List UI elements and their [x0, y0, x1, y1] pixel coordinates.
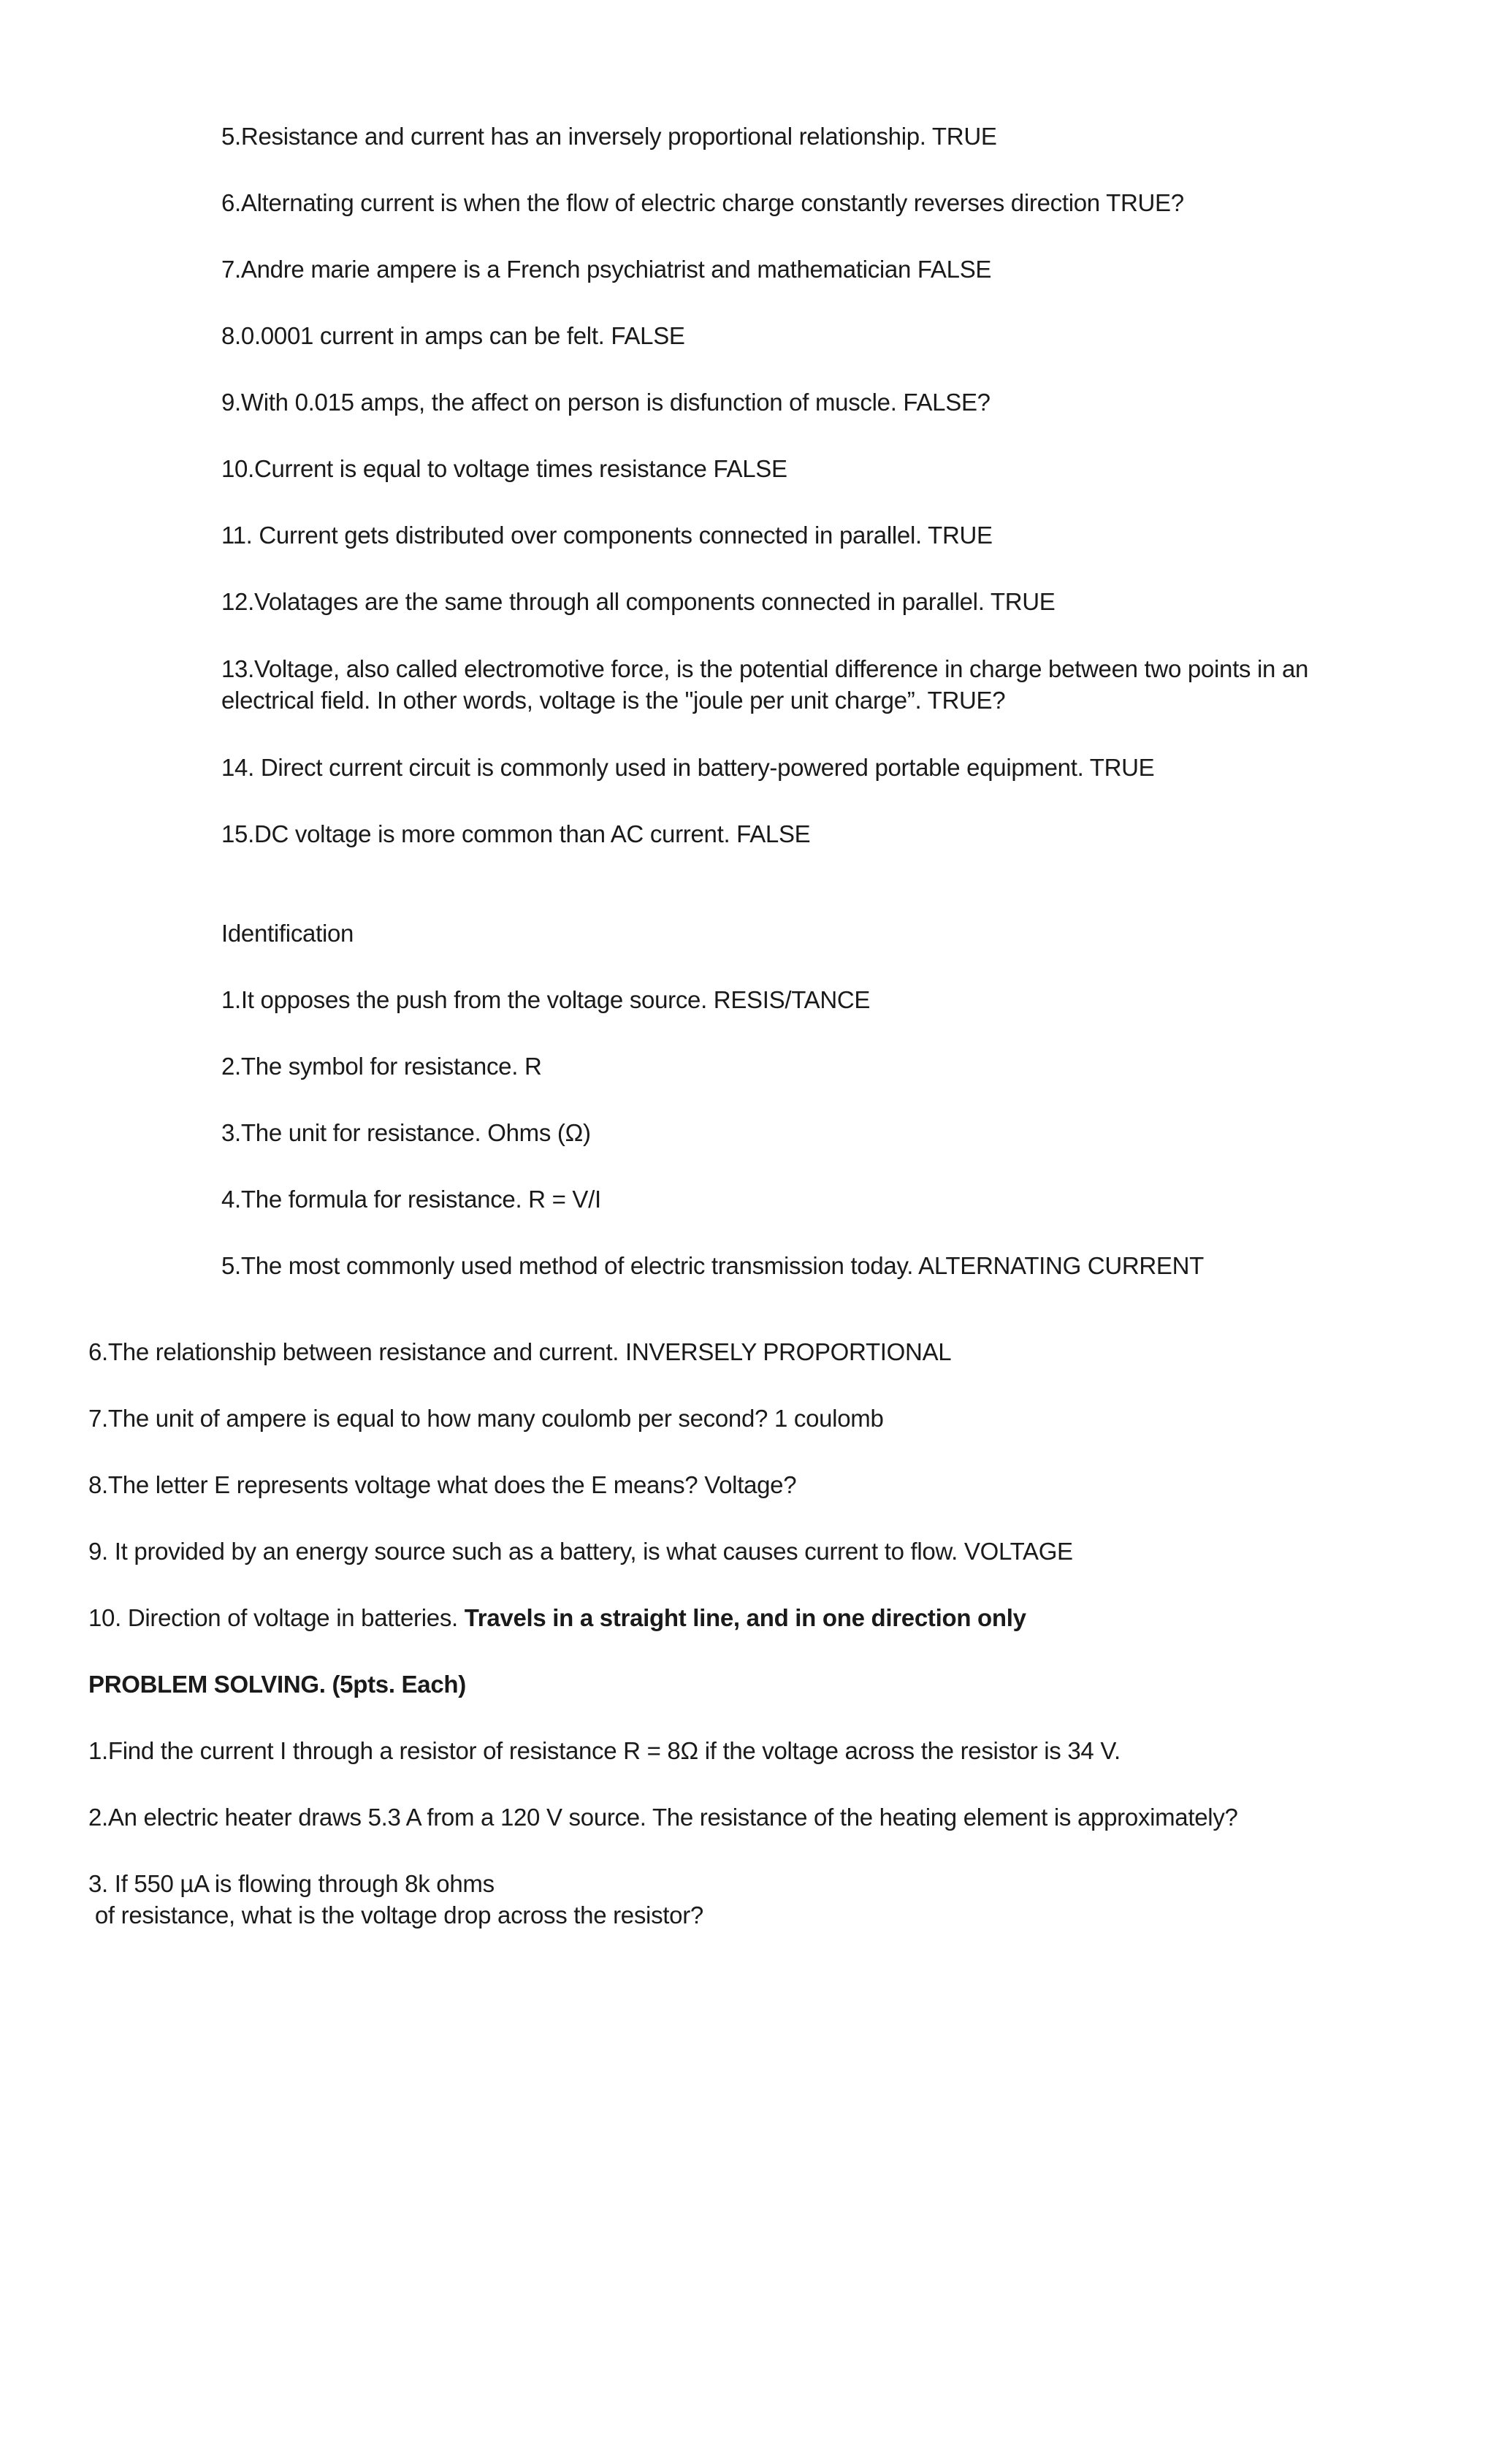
tf-item-5: 5.Resistance and current has an inversely proportional relationship. TRUE	[221, 123, 997, 150]
problem-item-3-line-2: of resistance, what is the voltage drop across the resistor?	[88, 1902, 703, 1929]
id-item-6: 6.The relationship between resistance and current. INVERSELY PROPORTIONAL	[88, 1338, 952, 1365]
problem-solving-heading: PROBLEM SOLVING. (5pts. Each)	[88, 1671, 466, 1698]
id-item-10-answer: Travels in a straight line, and in one direction only	[464, 1604, 1026, 1631]
id-item-9: 9. It provided by an energy source such as a battery, is what causes current to flow. VOLTAGE	[88, 1538, 1073, 1565]
id-item-5: 5.The most commonly used method of electric transmission today. ALTERNATING CURRENT	[221, 1252, 1205, 1279]
problem-item-1: 1.Find the current I through a resistor of resistance R = 8Ω if the voltage across the resistor is 34 V.	[88, 1737, 1121, 1764]
id-item-8: 8.The letter E represents voltage what does the E means? Voltage?	[88, 1471, 797, 1498]
id-item-4: 4.The formula for resistance. R = V/I	[221, 1186, 601, 1213]
id-item-7: 7.The unit of ampere is equal to how many coulomb per second? 1 coulomb	[88, 1405, 884, 1432]
id-item-10	[88, 1603, 1026, 1634]
id-item-2: 2.The symbol for resistance. R	[221, 1053, 542, 1080]
id-item-3: 3.The unit for resistance. Ohms (Ω)	[221, 1119, 591, 1146]
id-item-1: 1.It opposes the push from the voltage source. RESIS/TANCE	[221, 986, 871, 1013]
tf-item-9: 9.With 0.015 amps, the affect on person is disfunction of muscle. FALSE?	[221, 389, 991, 416]
tf-item-10: 10.Current is equal to voltage times resistance FALSE	[221, 455, 787, 482]
tf-item-11: 11. Current gets distributed over components connected in parallel. TRUE	[221, 522, 993, 549]
tf-item-6: 6.Alternating current is when the flow of electric charge constantly reverses direction TRUE?	[221, 189, 1184, 216]
tf-item-8: 8.0.0001 current in amps can be felt. FALSE	[221, 322, 685, 349]
problem-item-3-line-1: 3. If 550 µA is flowing through 8k ohms	[88, 1870, 495, 1897]
tf-item-7: 7.Andre marie ampere is a French psychiatrist and mathematician FALSE	[221, 256, 992, 283]
tf-item-12: 12.Volatages are the same through all components connected in parallel. TRUE	[221, 588, 1056, 615]
identification-heading: Identification	[221, 920, 354, 947]
problem-item-2: 2.An electric heater draws 5.3 A from a 120 V source. The resistance of the heating element is approximately?	[88, 1804, 1238, 1831]
tf-item-14: 14. Direct current circuit is commonly used in battery-powered portable equipment. TRUE	[221, 754, 1155, 781]
tf-item-13: 13.Voltage, also called electromotive force, is the potential difference in charge between two points in an electrical field. In other words, voltage is the "joule per unit charge”. TRUE?	[221, 655, 1309, 714]
id-item-10-question: 10. Direction of voltage in batteries.	[88, 1604, 465, 1631]
tf-item-15: 15.DC voltage is more common than AC current. FALSE	[221, 820, 811, 847]
